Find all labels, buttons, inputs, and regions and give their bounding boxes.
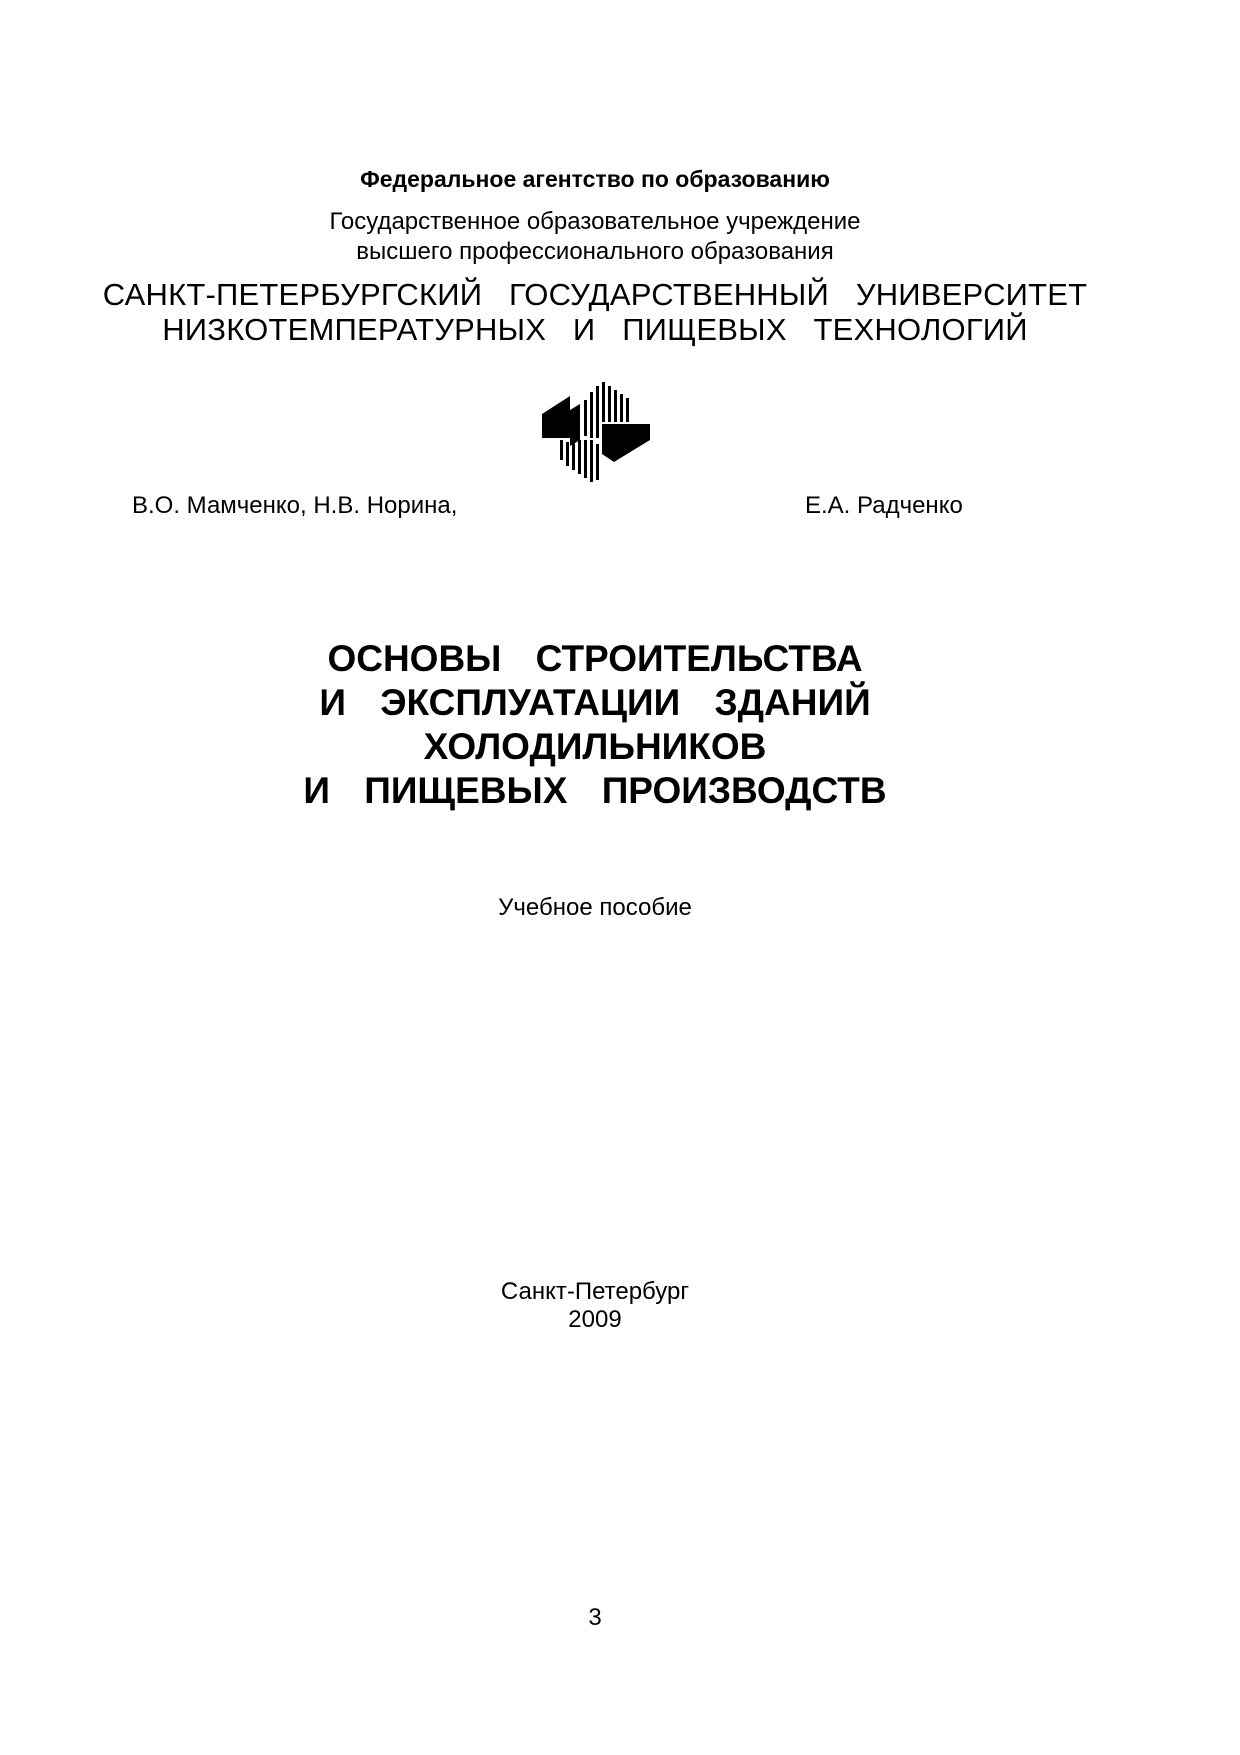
university-logo-icon xyxy=(540,380,652,484)
book-title-line-1: ОСНОВЫ СТРОИТЕЛЬСТВА xyxy=(327,638,863,679)
book-title-line-2: И ЭКСПЛУАТАЦИИ ЗДАНИЙ xyxy=(319,682,871,723)
university-name-line-2: НИЗКОТЕМПЕРАТУРНЫХ И ПИЩЕВЫХ ТЕХНОЛОГИЙ xyxy=(162,312,1028,347)
institution-line-1: Государственное образовательное учреждение xyxy=(329,208,861,235)
institution-line-2: высшего профессионального образования xyxy=(356,238,834,265)
book-subtitle: Учебное пособие xyxy=(498,894,692,921)
agency-name: Федеральное агентство по образованию xyxy=(360,166,830,192)
page-number: 3 xyxy=(588,1604,602,1631)
publication-year: 2009 xyxy=(568,1306,622,1333)
book-title-line-3: ХОЛОДИЛЬНИКОВ xyxy=(423,726,767,767)
authors-left: В.О. Мамченко, Н.В. Норина, xyxy=(132,492,458,519)
publication-city: Санкт-Петербург xyxy=(500,1278,690,1305)
authors-right: Е.А. Радченко xyxy=(805,492,963,519)
book-title-line-4: И ПИЩЕВЫХ ПРОИЗВОДСТВ xyxy=(303,770,887,811)
university-name-line-1: САНКТ-ПЕТЕРБУРГСКИЙ ГОСУДАРСТВЕННЫЙ УНИВЕРСИТЕТ xyxy=(102,277,1088,312)
